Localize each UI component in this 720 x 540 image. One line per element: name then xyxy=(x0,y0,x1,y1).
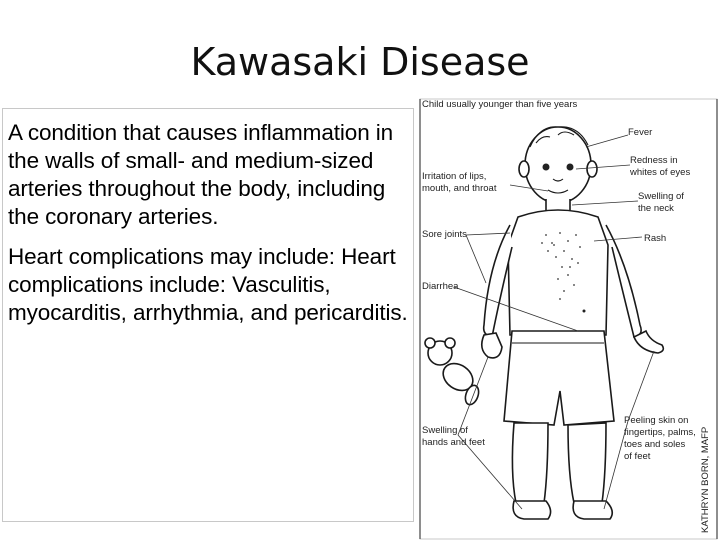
label-rash: Rash xyxy=(644,233,667,244)
description-text-box xyxy=(2,108,414,522)
svg-text:fingertips, palms,: fingertips, palms, xyxy=(624,427,696,438)
label-joints: Sore joints xyxy=(422,229,467,240)
svg-text:whites of eyes: whites of eyes xyxy=(630,167,691,178)
label-hand-swelling: Swelling of xyxy=(422,425,468,436)
svg-text:of feet: of feet xyxy=(624,451,651,462)
label-neck-swelling: Swelling of xyxy=(638,191,684,202)
label-redness: Redness in xyxy=(630,155,678,166)
label-diarrhea: Diarrhea xyxy=(422,281,459,292)
kawasaki-symptoms-illustration xyxy=(418,95,720,540)
artist-credit: KATHRYN BORN, MAFP xyxy=(700,426,711,533)
complications-paragraph: Heart complications may include: Heart complications include: Vasculitis, myocarditis, arrhythmia, and pericarditis. xyxy=(8,244,408,325)
illustration-header: Child usually younger than five years xyxy=(422,99,578,110)
label-fever: Fever xyxy=(628,127,653,138)
svg-text:mouth, and throat: mouth, and throat xyxy=(422,183,497,194)
svg-text:hands and feet: hands and feet xyxy=(422,437,485,448)
slide-title: Kawasaki Disease xyxy=(190,40,530,84)
label-peeling: Peeling skin on xyxy=(624,415,689,426)
svg-text:the neck: the neck xyxy=(638,203,674,214)
svg-text:toes and soles: toes and soles xyxy=(624,439,686,450)
label-lips: Irritation of lips, xyxy=(422,171,487,182)
definition-paragraph: A condition that causes inflammation in the walls of small- and medium-sized arteries throughout the body, including the coronary arteries. xyxy=(8,120,394,229)
